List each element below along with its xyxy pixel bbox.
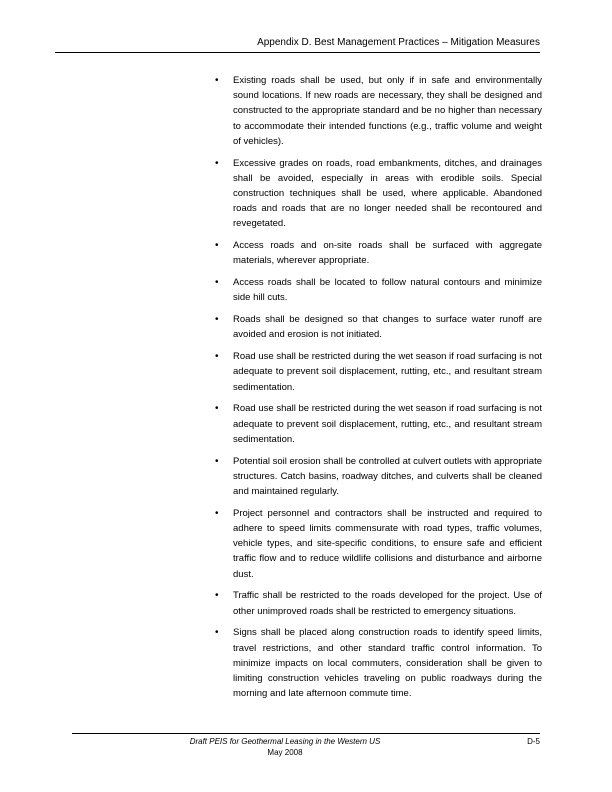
bullet-icon: • — [215, 351, 219, 363]
bullet-list — [216, 73, 542, 701]
bullet-icon: • — [215, 627, 219, 639]
bullet-icon: • — [215, 75, 219, 86]
list-item-text: Project personnel and contractors shall be instructed and required to adhere to speed limits commensurate with road types, traffic volumes, vehicle types, and site-specific conditions, to ensure safe and efficient traffic flow and to reduce wildlife collisions and disturbance and airborne dust. — [233, 507, 542, 580]
list-item-text: Signs shall be placed along construction roads to identify speed limits, travel restrictions, and other standard traffic control information. To minimize impacts on local commuters, consideration shall be given to limiting construction vehicles traveling on public roadways during the morning and late afternoon commute time. — [233, 627, 542, 700]
list-item-text: Existing roads shall be used, but only if in safe and environmentally sound locations. If new roads are necessary, they shall be designed and constructed to the appropriate standard and be no higher than necessary to accommodate their intended functions (e.g., traffic volume and weight of vehicles). — [233, 75, 542, 147]
bullet-icon: • — [215, 240, 219, 252]
list-item-text: Road use shall be restricted during the wet season if road surfacing is not adequate to prevent soil displacement, rutting, etc., and resultant stream sedimentation. — [233, 403, 542, 445]
list-item — [216, 156, 542, 232]
list-item — [216, 275, 542, 305]
list-item — [216, 625, 542, 701]
list-item — [216, 238, 542, 268]
page-number: D-5 — [527, 737, 540, 746]
list-item-text: Roads shall be designed so that changes to surface water runoff are avoided and erosion is not initiated. — [233, 314, 542, 341]
list-item-text: Access roads and on-site roads shall be surfaced with aggregate materials, wherever appropriate. — [233, 240, 542, 267]
footer-document-title: Draft PEIS for Geothermal Leasing in the Western US — [189, 737, 381, 746]
list-item-text: Excessive grades on roads, road embankments, ditches, and drainages shall be avoided, especially in areas with erodible soils. Special construction techniques shall be used, where applicable. Abandoned roads and roads that are no longer needed shall be recontoured and revegetated. — [233, 157, 542, 230]
bullet-icon: • — [215, 277, 219, 289]
footer-divider — [72, 733, 540, 734]
list-item — [216, 312, 542, 342]
running-header — [55, 37, 540, 53]
list-item — [216, 73, 542, 149]
bullet-icon: • — [215, 590, 219, 602]
bullet-icon: • — [215, 403, 219, 415]
bullet-icon: • — [215, 314, 219, 326]
list-item — [216, 506, 542, 582]
footer-date: May 2008 — [267, 748, 303, 757]
bullet-icon: • — [215, 507, 219, 519]
bullet-icon: • — [215, 455, 219, 467]
running-header-title: Appendix D. Best Management Practices – Mitigation Measures — [257, 37, 540, 48]
list-item — [216, 588, 542, 618]
bullet-icon: • — [215, 157, 219, 169]
page-body — [216, 73, 542, 708]
list-item-text: Road use shall be restricted during the wet season if road surfacing is not adequate to prevent soil displacement, rutting, etc., and resultant stream sedimentation. — [233, 351, 542, 393]
list-item-text: Access roads shall be located to follow natural contours and minimize side hill cuts. — [233, 277, 542, 304]
list-item — [216, 454, 542, 500]
list-item-text: Potential soil erosion shall be controlled at culvert outlets with appropriate structures. Catch basins, roadway ditches, and culverts shall be cleaned and maintained regularly. — [233, 455, 542, 498]
list-item — [216, 349, 542, 395]
list-item — [216, 401, 542, 447]
list-item-text: Traffic shall be restricted to the roads developed for the project. Use of other unimproved roads shall be restricted to emergency situations. — [233, 590, 542, 617]
